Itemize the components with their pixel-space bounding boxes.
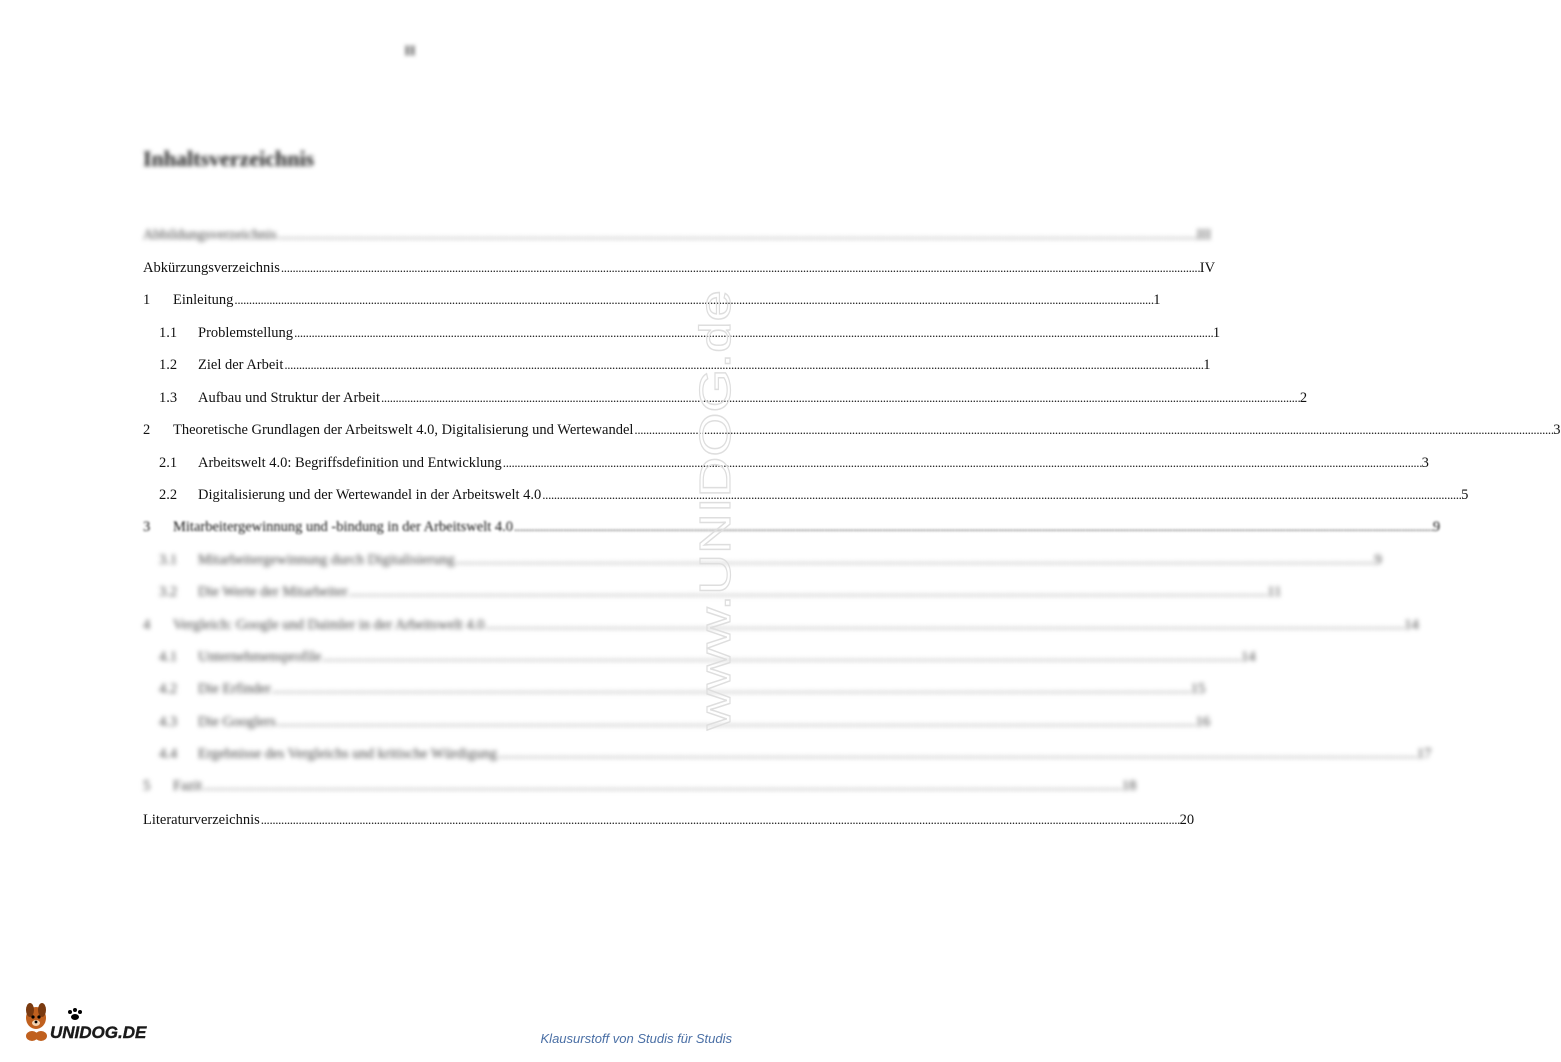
toc-entry-label: Literaturverzeichnis	[143, 812, 260, 828]
dog-icon	[26, 1003, 47, 1041]
page-number: II	[404, 44, 416, 59]
toc-entry-4-2[interactable]	[159, 681, 1206, 703]
toc-entry-3-2[interactable]	[159, 584, 1282, 606]
toc-entry-page: IV	[1199, 260, 1216, 276]
toc-entry-label: Mitarbeitergewinnung durch Digitalisierung	[198, 552, 455, 568]
toc-leader-dots	[349, 584, 1267, 601]
toc-entry-page: 14	[1404, 617, 1419, 633]
toc-entry-label: Die Werte der Mitarbeiter	[198, 584, 348, 600]
toc-entry-page: 3	[1553, 422, 1561, 438]
toc-entry-page: 1	[1153, 292, 1161, 308]
watermark	[660, 280, 780, 740]
toc-entry-number: 2	[143, 422, 151, 438]
toc-entry-number: 4	[143, 617, 151, 633]
toc-entry-number: 4.2	[159, 681, 178, 697]
toc-entry-label: Vergleich: Google und Daimler in der Arbeitswelt 4.0	[173, 617, 485, 633]
toc-entry-number: 4.3	[159, 714, 178, 730]
toc-entry-2[interactable]	[143, 422, 1561, 444]
toc-entry-5[interactable]	[143, 778, 1137, 800]
toc-entry-literaturverzeichnis[interactable]	[143, 812, 1195, 834]
toc-entry-label: Ergebnisse des Vergleichs und kritische Würdigung	[198, 746, 497, 762]
toc-leader-dots	[485, 617, 1403, 634]
toc-entry-abbildungsverzeichnis[interactable]	[143, 227, 1212, 249]
toc-entry-1[interactable]	[143, 292, 1161, 314]
toc-entry-page: 3	[1421, 455, 1429, 471]
toc-entry-page: 17	[1416, 746, 1432, 762]
toc-leader-dots	[381, 390, 1299, 407]
toc-entry-label: Problemstellung	[198, 325, 294, 341]
toc-entry-number: 1.2	[159, 357, 178, 373]
toc-entry-number: 5	[143, 778, 151, 794]
toc-entry-number: 3	[143, 519, 151, 535]
toc-entry-label: Mitarbeitergewinnung und -bindung in der Arbeitswelt 4.0	[173, 519, 514, 535]
toc-leader-dots	[261, 812, 1179, 829]
toc-entry-number: 2.2	[159, 487, 178, 503]
toc-entry-label: Ziel der Arbeit	[198, 357, 284, 373]
toc-entry-page: 11	[1267, 584, 1282, 600]
toc-entry-label: Einleitung	[173, 292, 234, 308]
toc-entry-number: 4.1	[159, 649, 178, 665]
toc-entry-page: 20	[1179, 812, 1195, 828]
toc-entry-3-1[interactable]	[159, 552, 1382, 574]
toc-entry-page: 9	[1432, 519, 1441, 535]
logo-text: UNIDOG.DE	[50, 1023, 147, 1042]
toc-entry-page: 2	[1299, 390, 1308, 406]
toc-entry-label: Theoretische Grundlagen der Arbeitswelt 4.0, Digitalisierung und Wertewandel	[173, 422, 634, 438]
toc-entry-page: 16	[1195, 714, 1211, 730]
toc-entry-4[interactable]	[143, 617, 1419, 639]
toc-entry-label: Die Erfinder	[198, 681, 271, 697]
toc-entry-1-1[interactable]	[159, 325, 1221, 347]
toc-entry-page: 18	[1121, 778, 1137, 794]
toc-title: Inhaltsverzeichnis	[143, 146, 315, 171]
toc-entry-number: 1.1	[159, 325, 178, 341]
toc-entry-label: Digitalisierung und der Wertewandel in der Arbeitswelt 4.0	[198, 487, 542, 503]
watermark-text: www.UNIDOG.de	[691, 387, 740, 730]
toc-entry-label: Unternehmensprofile	[198, 649, 322, 665]
toc-entry-number: 4.4	[159, 746, 178, 762]
toc-leader-dots	[278, 227, 1196, 244]
toc-entry-number: 1	[143, 292, 151, 308]
toc-entry-page: III	[1196, 227, 1212, 243]
toc-entry-label: Abbildungsverzeichnis	[143, 227, 277, 243]
toc-entry-label: Arbeitswelt 4.0: Begriffsdefinition und Entwicklung	[198, 455, 502, 471]
toc-entry-label: Die Googlers	[198, 714, 276, 730]
toc-entry-label: Fazit	[173, 778, 202, 794]
toc-entry-2-2[interactable]	[159, 487, 1469, 509]
toc-entry-3[interactable]	[143, 519, 1441, 541]
toc-entry-2-1[interactable]	[159, 455, 1429, 477]
toc-entry-abkuerzungsverzeichnis[interactable]	[143, 260, 1216, 282]
toc-entry-page: 9	[1374, 552, 1382, 568]
toc-leader-dots	[456, 552, 1374, 569]
toc-entry-number: 3.1	[159, 552, 178, 568]
toc-entry-page: 14	[1241, 649, 1256, 665]
toc-entry-page: 1	[1212, 325, 1221, 341]
toc-entry-page: 5	[1461, 487, 1469, 503]
toc-entry-4-1[interactable]	[159, 649, 1256, 671]
toc-entry-number: 3.2	[159, 584, 178, 600]
toc-entry-page: 1	[1203, 357, 1211, 373]
toc-leader-dots	[203, 778, 1121, 795]
toc-entry-1-2[interactable]	[159, 357, 1211, 379]
unidog-logo[interactable]	[20, 988, 160, 1048]
toc-entry-number: 2.1	[159, 455, 178, 471]
toc-entry-label: Abkürzungsverzeichnis	[143, 260, 280, 276]
toc-entry-1-3[interactable]	[159, 390, 1308, 412]
paw-icon	[68, 1008, 82, 1020]
toc-entry-label: Aufbau und Struktur der Arbeit	[198, 390, 381, 406]
footer-tagline: Klausurstoff von Studis für Studis	[540, 1031, 732, 1046]
toc-leader-dots	[503, 455, 1421, 472]
toc-leader-dots	[498, 746, 1416, 763]
toc-entry-4-4[interactable]	[159, 746, 1432, 768]
toc-entry-number: 1.3	[159, 390, 178, 406]
toc-leader-dots	[281, 260, 1199, 277]
toc-entry-4-3[interactable]	[159, 714, 1211, 736]
toc-leader-dots	[514, 519, 1432, 536]
toc-leader-dots	[322, 649, 1240, 666]
toc-entry-page: 15	[1190, 681, 1206, 697]
